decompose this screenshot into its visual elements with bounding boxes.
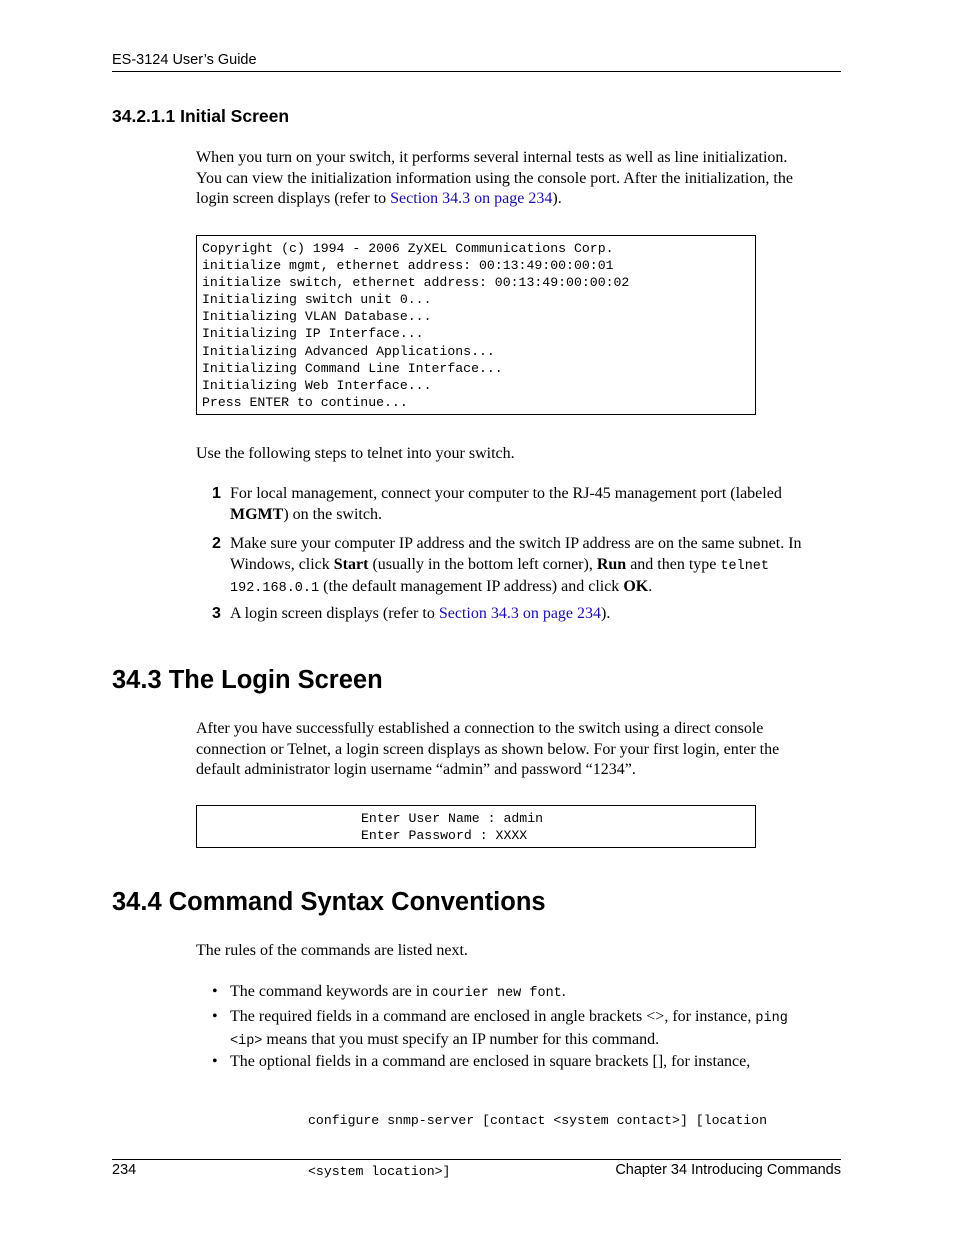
bullet-marker: • <box>212 1008 218 1025</box>
bullet-line <box>230 1007 842 1030</box>
console-line: Initializing Advanced Applications... <box>202 343 495 359</box>
inline-code: ping <box>755 1011 788 1026</box>
bullet-text <box>230 1007 842 1052</box>
step-line <box>230 555 842 578</box>
bold-term: Run <box>596 555 627 573</box>
step-text <box>230 604 842 625</box>
step-text-part: Windows, click <box>230 555 334 573</box>
step-text-part: and then type <box>626 555 721 573</box>
section-heading-login: 34.3 The Login Screen <box>112 666 383 694</box>
paragraph-line: default administrator login username “admin” and password “1234”. <box>196 761 636 778</box>
bullet-text: The optional fields in a command are enclosed in square brackets [], for instance, <box>230 1053 751 1070</box>
inline-code: telnet <box>720 558 769 574</box>
bullet-text-part: means that you must specify an IP number for this command. <box>262 1030 660 1048</box>
intro-line-3 <box>196 189 842 210</box>
section-heading-syntax: 34.4 Command Syntax Conventions <box>112 888 546 916</box>
example-code-line: configure snmp-server [contact <system contact>] [location <box>308 1113 767 1129</box>
intro-line-1: When you turn on your switch, it performs several internal tests as well as line initialization. <box>196 149 788 166</box>
console-line: Copyright (c) 1994 - 2006 ZyXEL Communications Corp. <box>202 241 614 256</box>
step-text <box>230 484 842 525</box>
step-line: Make sure your computer IP address and the switch IP address are on the same subnet. In <box>230 535 802 552</box>
login-line: Enter Password : XXXX <box>361 828 528 844</box>
bold-term: OK <box>623 578 649 595</box>
step-line <box>230 505 842 526</box>
login-paragraph <box>196 719 842 781</box>
bullet-line <box>230 1030 842 1053</box>
console-line: Initializing Command Line Interface... <box>202 360 503 376</box>
step-number: 1 <box>212 485 221 502</box>
bullet-text <box>230 982 842 1005</box>
section-link[interactable]: Section 34.3 on page 234 <box>390 190 553 207</box>
intro-text: login screen displays (refer to <box>196 190 391 207</box>
bullet-marker: • <box>212 1053 218 1070</box>
step-line <box>230 577 842 600</box>
step-text-part: . <box>648 578 653 595</box>
console-line: Press ENTER to continue... <box>202 394 408 410</box>
intro-line-2: You can view the initialization information using the console port. After the initialization, the <box>196 169 793 187</box>
section-link[interactable]: Section 34.3 on page 234 <box>438 605 602 622</box>
console-line: initialize mgmt, ethernet address: 00:13:49:00:00:01 <box>202 258 614 274</box>
console-line: Initializing IP Interface... <box>202 326 424 342</box>
step-text-part: (the default management IP address) and click <box>319 578 624 595</box>
syntax-intro: The rules of the commands are listed next. <box>196 942 468 959</box>
steps-intro: Use the following steps to telnet into your switch. <box>196 445 515 462</box>
bullet-marker: • <box>212 983 218 1000</box>
inline-code: 192.168.0.1 <box>230 581 320 596</box>
chapter-title: Chapter 34 Introducing Commands <box>615 1162 841 1178</box>
console-line: Initializing switch unit 0... <box>202 292 432 308</box>
login-screen-box <box>196 805 756 848</box>
example-code-line: <system location>] <box>308 1164 451 1180</box>
console-line: Initializing VLAN Database... <box>202 309 432 325</box>
step-number: 3 <box>212 605 221 622</box>
console-output-box <box>196 235 756 415</box>
login-line: Enter User Name : admin <box>361 811 544 826</box>
bullet-text-part: . <box>561 983 566 1000</box>
paragraph-line: After you have successfully established a connection to the switch using a direct console <box>196 720 764 737</box>
header-divider <box>112 71 841 72</box>
intro-text-end: ). <box>552 190 562 207</box>
example-code <box>308 1078 842 1198</box>
subsection-heading: 34.2.1.1 Initial Screen <box>112 106 290 126</box>
step-text <box>230 534 842 600</box>
console-line: initialize switch, ethernet address: 00:13:49:00:00:02 <box>202 275 630 291</box>
step-number: 2 <box>212 535 221 552</box>
footer-divider <box>112 1159 841 1160</box>
step-text-part: ) on the switch. <box>283 505 382 523</box>
step-text-part: (usually in the bottom left corner), <box>368 555 597 573</box>
intro-paragraph <box>196 148 842 210</box>
bullet-text-part: The command keywords are in <box>230 983 433 1000</box>
step-text-part: A login screen displays (refer to <box>230 605 439 622</box>
paragraph-line: connection or Telnet, a login screen displays as shown below. For your first login, enter the <box>196 740 780 758</box>
step-line: For local management, connect your computer to the RJ-45 management port (labeled <box>230 485 782 502</box>
step-text-part: ). <box>601 605 611 622</box>
bullet-text-part: The required fields in a command are enclosed in angle brackets <>, for instance, <box>230 1008 756 1025</box>
page-number: 234 <box>112 1162 137 1178</box>
inline-code: courier new font <box>432 986 562 1001</box>
bold-term: Start <box>333 555 369 573</box>
console-line: Initializing Web Interface... <box>202 377 432 393</box>
bold-term: MGMT <box>230 505 284 523</box>
running-header: ES-3124 User’s Guide <box>112 52 257 68</box>
inline-code: <ip> <box>230 1033 263 1049</box>
